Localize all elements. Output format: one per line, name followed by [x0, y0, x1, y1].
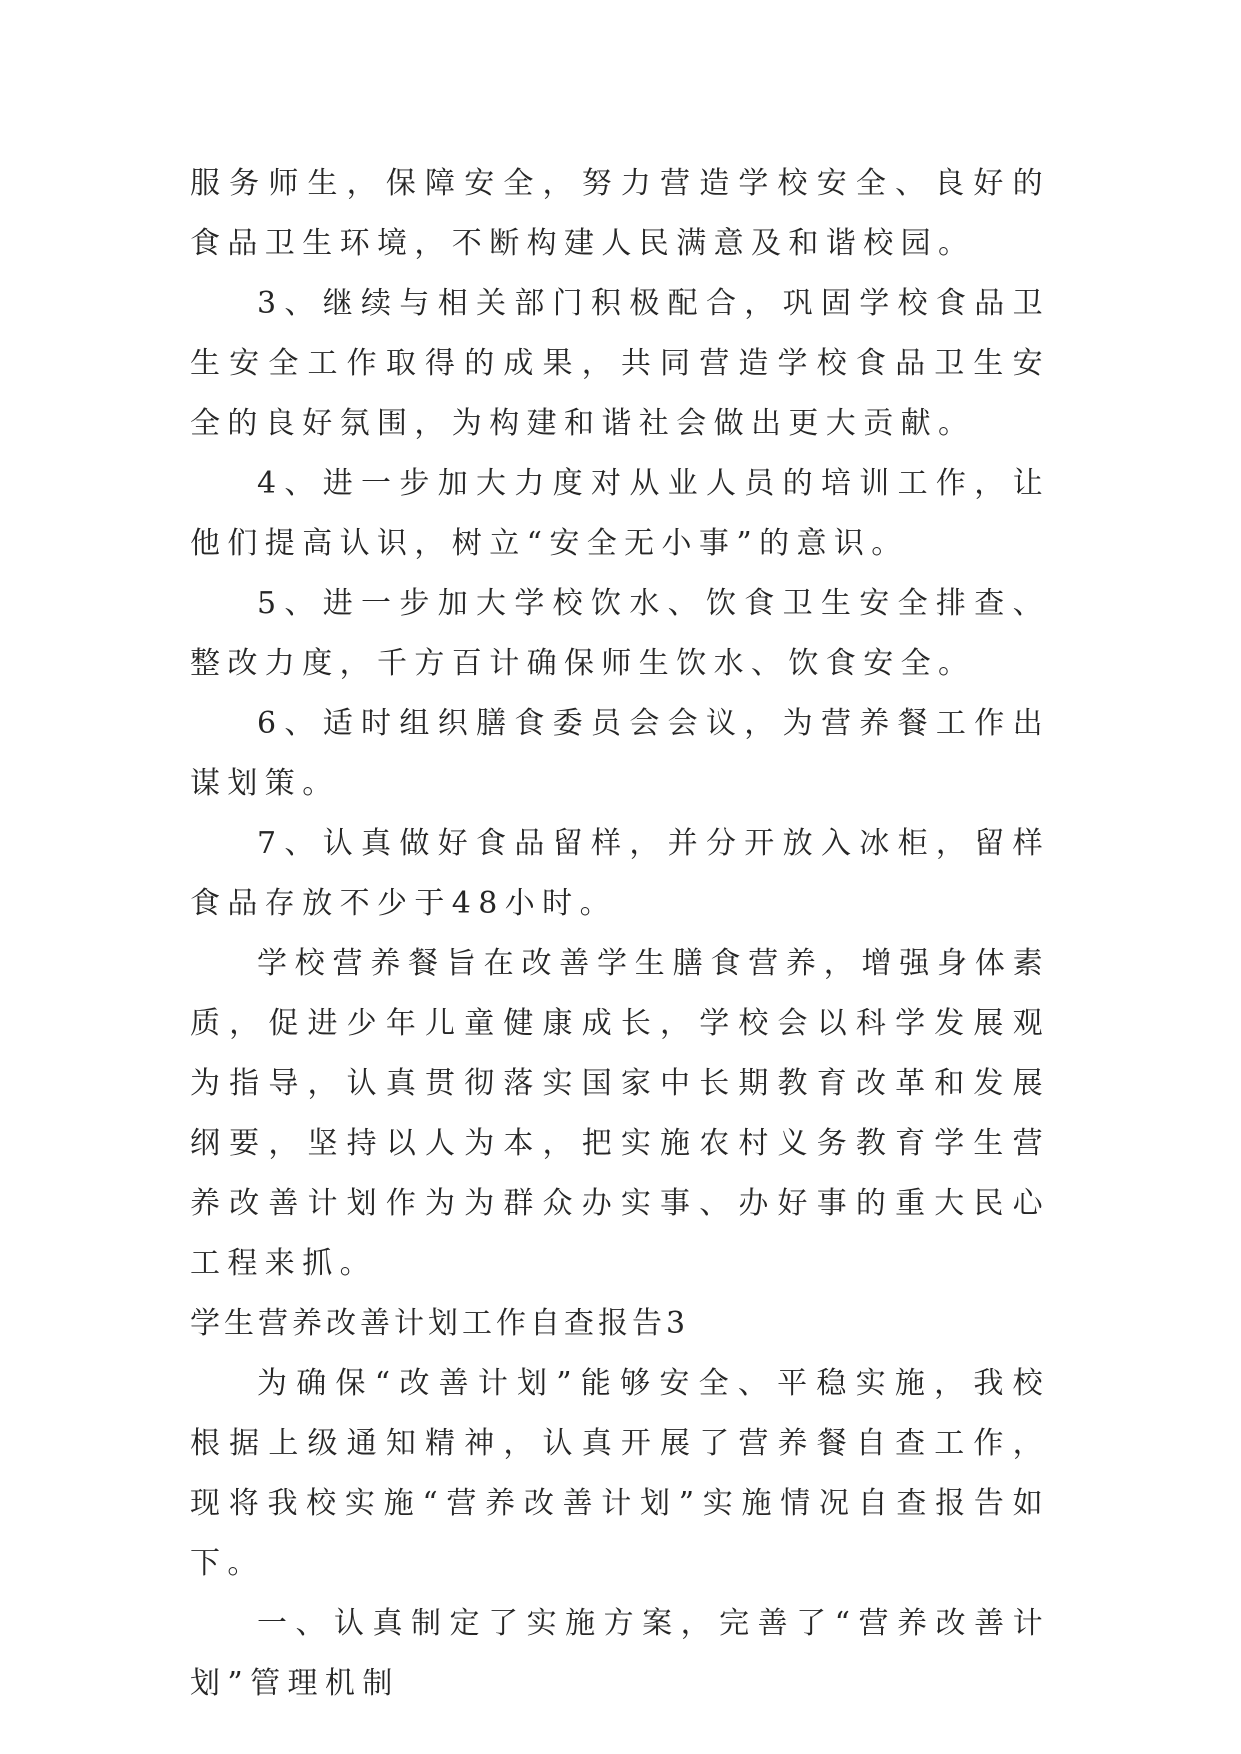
paragraph-section-one: 一、认真制定了实施方案，完善了“营养改善计划”管理机制: [190, 1606, 1050, 1701]
paragraph-intro: 为确保“改善计划”能够安全、平稳实施，我校根据上级通知精神，认真开展了营养餐自查工作，现将我校实施“营养改善计划”实施情况自查报告如下。: [190, 1366, 1050, 1581]
paragraph-item-5: 5、进一步加大学校饮水、饮食卫生安全排查、整改力度，千方百计确保师生饮水、饮食安全。: [190, 586, 1050, 681]
paragraph-service: 服务师生，保障安全，努力营造学校安全、良好的食品卫生环境，不断构建人民满意及和谐校园。: [190, 166, 1050, 261]
paragraph-item-7: 7、认真做好食品留样，并分开放入冰柜，留样食品存放不少于48小时。: [190, 826, 1050, 921]
document-body: [190, 154, 1050, 1714]
paragraph-item-3: 3、继续与相关部门积极配合，巩固学校食品卫生安全工作取得的成果，共同营造学校食品卫生安全的良好氛围，为构建和谐社会做出更大贡献。: [190, 286, 1050, 441]
paragraph-item-4: 4、进一步加大力度对从业人员的培训工作，让他们提高认识，树立“安全无小事”的意识。: [190, 466, 1050, 561]
paragraph-summary: 学校营养餐旨在改善学生膳食营养，增强身体素质，促进少年儿童健康成长，学校会以科学发展观为指导，认真贯彻落实国家中长期教育改革和发展纲要，坚持以人为本，把实施农村义务教育学生营养改善计划作为为群众办实事、办好事的重大民心工程来抓。: [190, 946, 1050, 1281]
paragraph-item-6: 6、适时组织膳食委员会会议，为营养餐工作出谋划策。: [190, 706, 1050, 801]
section-title: 学生营养改善计划工作自查报告3: [190, 1306, 690, 1341]
